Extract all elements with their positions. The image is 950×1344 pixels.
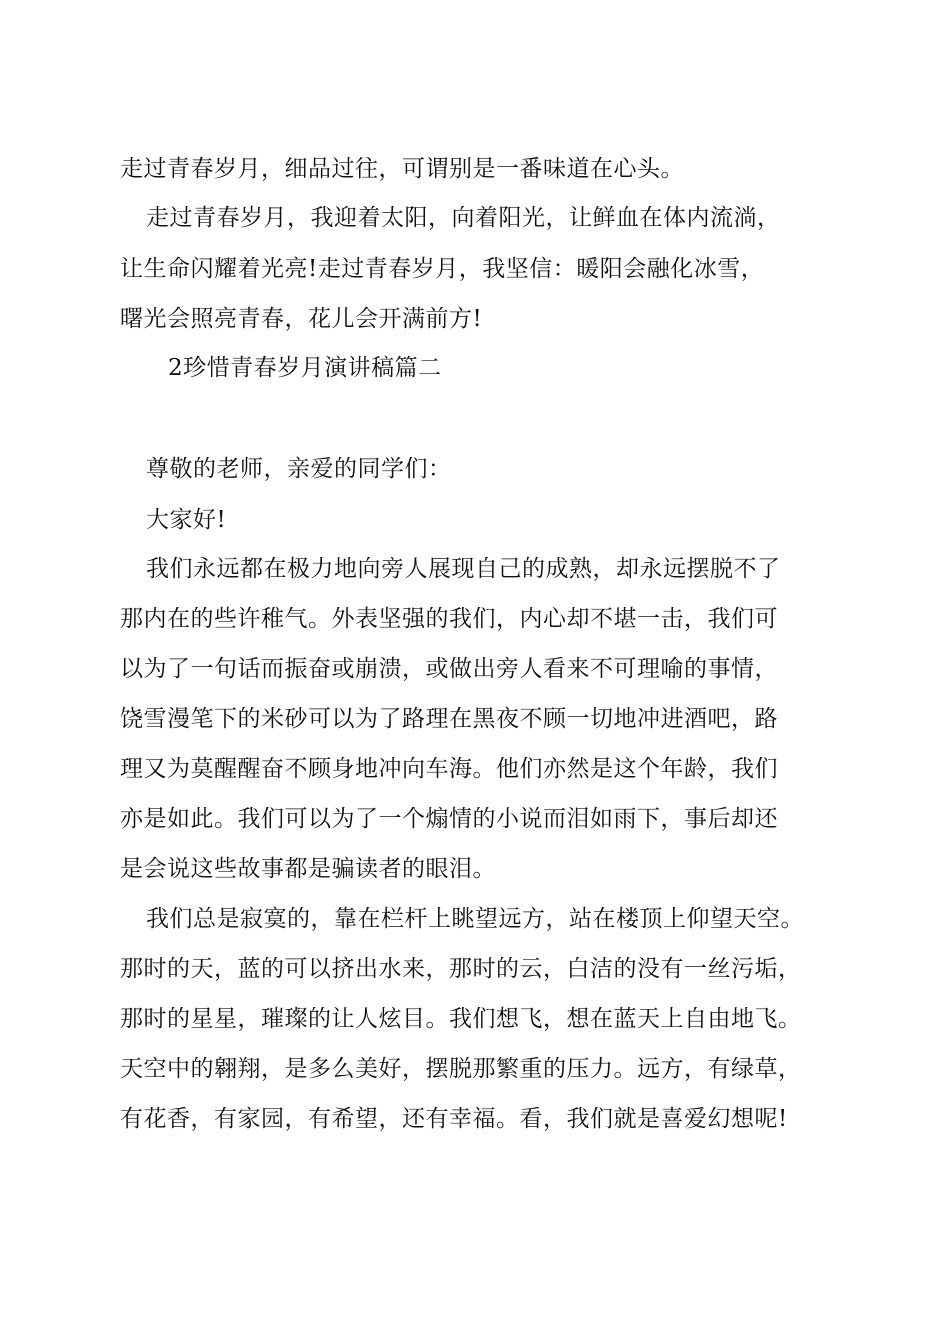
paragraph-line: 饶雪漫笔下的米砂可以为了路理在黑夜不顾一切地冲进酒吧，路 [120, 706, 778, 732]
section-heading: 2珍惜青春岁月演讲稿篇二 [168, 355, 442, 381]
paragraph-line: 有花香，有家园，有希望，还有幸福。看，我们就是喜爱幻想呢! [120, 1106, 788, 1132]
paragraph-line: 曙光会照亮青春，花儿会开满前方! [120, 306, 483, 332]
paragraph-line: 理又为莫醒醒奋不顾身地冲向车海。他们亦然是这个年龄，我们 [120, 756, 778, 782]
salutation: 尊敬的老师，亲爱的同学们： [146, 456, 452, 482]
paragraph-line: 是会说这些故事都是骗读者的眼泪。 [120, 856, 496, 882]
paragraph-line: 让生命闪耀着光亮!走过青春岁月，我坚信：暖阳会融化冰雪， [120, 256, 765, 282]
greeting: 大家好! [146, 507, 227, 533]
paragraph-line: 亦是如此。我们可以为了一个煽情的小说而泪如雨下，事后却还 [120, 806, 778, 832]
paragraph-line: 走过青春岁月，细品过往，可谓别是一番味道在心头。 [120, 156, 684, 182]
paragraph-line: 我们永远都在极力地向旁人展现自己的成熟，却永远摆脱不了 [146, 556, 781, 582]
paragraph-line: 以为了一句话而振奋或崩溃，或做出旁人看来不可理喻的事情， [120, 656, 778, 682]
paragraph-line: 那时的天，蓝的可以挤出水来，那时的云，白洁的没有一丝污垢， [120, 956, 802, 982]
paragraph-line: 走过青春岁月，我迎着太阳，向着阳光，让鲜血在体内流淌， [146, 205, 781, 231]
paragraph-line: 我们总是寂寞的，靠在栏杆上眺望远方，站在楼顶上仰望天空。 [146, 906, 804, 932]
paragraph-line: 那时的星星，璀璨的让人炫目。我们想飞，想在蓝天上自由地飞。 [120, 1006, 802, 1032]
paragraph-line: 天空中的翱翔，是多么美好，摆脱那繁重的压力。远方，有绿草， [120, 1056, 802, 1082]
paragraph-line: 那内在的些许稚气。外表坚强的我们，内心却不堪一击，我们可 [120, 606, 778, 632]
